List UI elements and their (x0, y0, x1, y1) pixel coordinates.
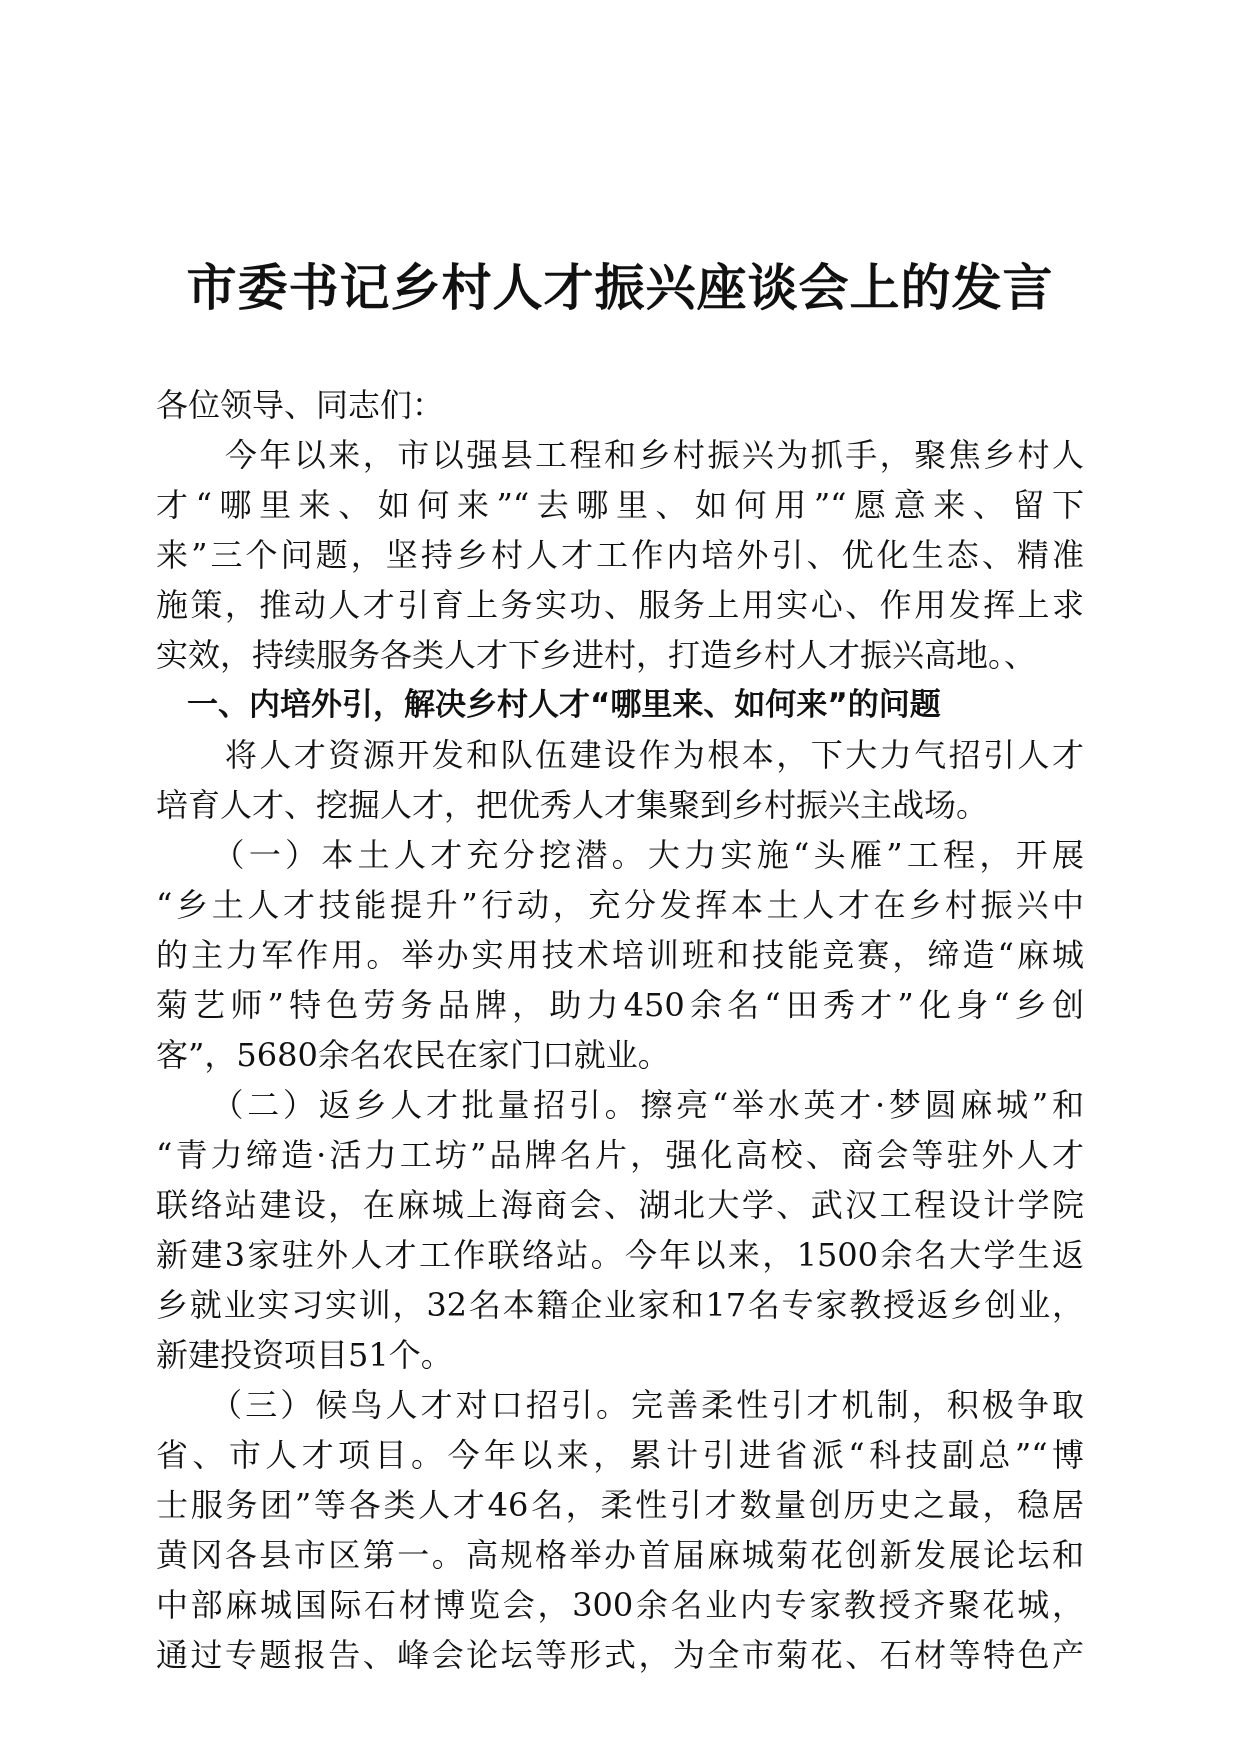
document-title: 市委书记乡村人才振兴座谈会上的发言 (186, 258, 1054, 317)
document-body (156, 380, 1084, 1680)
text-line: 通过专题报告、峰会论坛等形式，为全市菊花、石材等特色产 (156, 1636, 1084, 1674)
salutation: 各位领导、同志们： (156, 386, 445, 424)
text-line: 客”，5680余名农民在家门口就业。 (156, 1036, 670, 1074)
text-line: 施策，推动人才引育上务实功、服务上用实心、作用发挥上求 (156, 586, 1084, 624)
text-line: 新建3家驻外人才工作联络站。今年以来，1500余名大学生返 (156, 1236, 1084, 1274)
text-line: 才“哪里来、如何来”“去哪里、如何用”“愿意来、留下 (156, 486, 1084, 524)
text-line: 今年以来，市以强县工程和乡村振兴为抓手，聚焦乡村人 (156, 436, 1084, 474)
text-line: “青力缔造·活力工坊”品牌名片，强化高校、商会等驻外人才 (156, 1136, 1084, 1174)
text-line: 培育人才、挖掘人才，把优秀人才集聚到乡村振兴主战场。 (156, 786, 989, 824)
text-line: 士服务团”等各类人才46名，柔性引才数量创历史之最，稳居 (156, 1486, 1084, 1524)
text-line: 实效，持续服务各类人才下乡进村，打造乡村人才振兴高地。、 (156, 636, 1037, 674)
text-line: 黄冈各县市区第一。高规格举办首届麻城菊花创新发展论坛和 (156, 1536, 1084, 1574)
text-line: 来”三个问题，坚持乡村人才工作内培外引、优化生态、精准 (156, 536, 1084, 574)
text-line: 中部麻城国际石材博览会，300余名业内专家教授齐聚花城， (156, 1586, 1084, 1624)
paragraph-lines (156, 430, 1084, 1680)
text-line: 新建投资项目51个。 (156, 1336, 453, 1374)
text-line: （一）本土人才充分挖潜。大力实施“头雁”工程，开展 (156, 836, 1084, 874)
text-line: 将人才资源开发和队伍建设作为根本，下大力气招引人才 (156, 736, 1084, 774)
text-line: 乡就业实习实训，32名本籍企业家和17名专家教授返乡创业， (156, 1286, 1084, 1324)
text-line: （二）返乡人才批量招引。擦亮“举水英才·梦圆麻城”和 (156, 1086, 1084, 1124)
text-line: 菊艺师”特色劳务品牌，助力450余名“田秀才”化身“乡创 (156, 986, 1084, 1024)
text-line: “乡土人才技能提升”行动，充分发挥本土人才在乡村振兴中 (156, 886, 1084, 924)
text-line: 联络站建设，在麻城上海商会、湖北大学、武汉工程设计学院 (156, 1186, 1084, 1224)
text-line: 省、市人才项目。今年以来，累计引进省派“科技副总”“博 (156, 1436, 1084, 1474)
text-line: （三）候鸟人才对口招引。完善柔性引才机制，积极争取 (156, 1386, 1084, 1424)
text-line: 的主力军作用。举办实用技术培训班和技能竞赛，缔造“麻城 (156, 936, 1084, 974)
section-heading: 一、内培外引，解决乡村人才“哪里来、如何来”的问题 (156, 687, 941, 723)
